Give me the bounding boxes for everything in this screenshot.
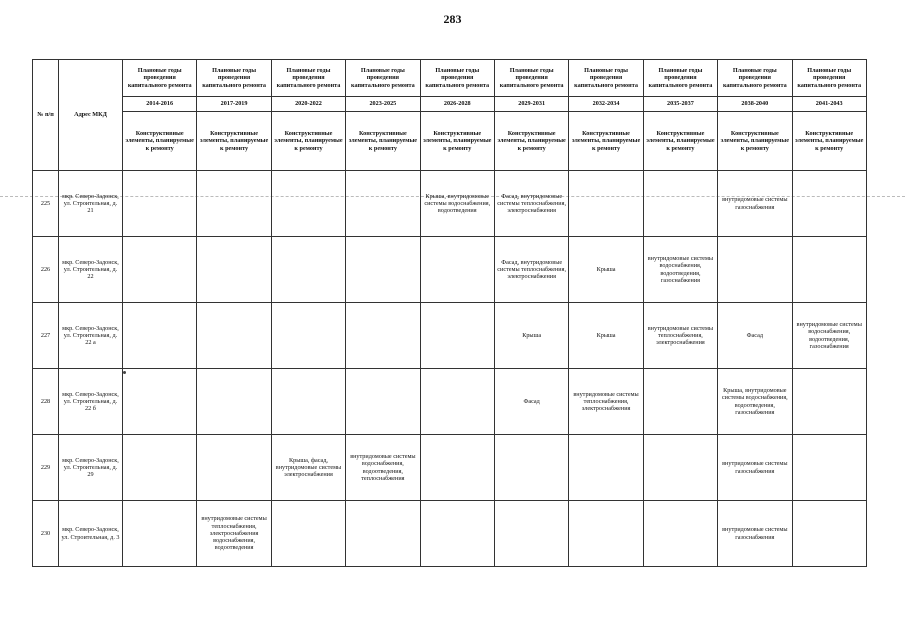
period-elements: Конструктивные элементы, планируемые к ремонту (792, 112, 866, 171)
period-title: Плановые годы проведения капитального ремонта (420, 60, 494, 97)
repair-cell (643, 435, 717, 501)
period-title: Плановые годы проведения капитального ремонта (271, 60, 345, 97)
row-number: 229 (33, 435, 59, 501)
repair-cell (271, 501, 345, 567)
period-title: Плановые годы проведения капитального ремонта (494, 60, 568, 97)
repair-cell: Крыша (569, 237, 643, 303)
repair-cell (643, 369, 717, 435)
repair-cell (346, 171, 420, 237)
period-elements: Конструктивные элементы, планируемые к ремонту (494, 112, 568, 171)
period-years: 2041-2043 (792, 97, 866, 112)
repair-cell: Крыша, фасад, внутридомовые системы электроснабжения (271, 435, 345, 501)
repair-cell (123, 237, 197, 303)
repair-cell: Крыша (569, 303, 643, 369)
period-years: 2023-2025 (346, 97, 420, 112)
repair-cell (420, 435, 494, 501)
repair-cell: внутридомовые системы газоснабжения (718, 435, 792, 501)
repair-cell: внутридомовые системы теплоснабжения, электроснабжения (643, 303, 717, 369)
repair-cell: Фасад, внутридомовые системы теплоснабжения, электроснабжения (494, 237, 568, 303)
row-number: 227 (33, 303, 59, 369)
repair-cell (569, 435, 643, 501)
repair-cell (643, 501, 717, 567)
repair-cell (123, 501, 197, 567)
repair-cell: Фасад (718, 303, 792, 369)
repair-cell (420, 501, 494, 567)
repair-cell (420, 369, 494, 435)
period-title: Плановые годы проведения капитального ремонта (643, 60, 717, 97)
period-years: 2020-2022 (271, 97, 345, 112)
period-years: 2029-2031 (494, 97, 568, 112)
period-years: 2035-2037 (643, 97, 717, 112)
row-number: 228 (33, 369, 59, 435)
table-row (33, 501, 867, 567)
repair-cell (271, 237, 345, 303)
repair-cell (197, 369, 271, 435)
table-row (33, 237, 867, 303)
col-address-header: Адрес МКД (59, 60, 123, 171)
row-number: 230 (33, 501, 59, 567)
period-elements: Конструктивные элементы, планируемые к ремонту (718, 112, 792, 171)
repair-cell (271, 369, 345, 435)
row-address: мкр. Северо-Задонск, ул. Строительная, д. 3 (59, 501, 123, 567)
period-elements: Конструктивные элементы, планируемые к ремонту (420, 112, 494, 171)
period-elements: Конструктивные элементы, планируемые к ремонту (643, 112, 717, 171)
repair-cell (197, 435, 271, 501)
row-number: 225 (33, 171, 59, 237)
period-elements: Конструктивные элементы, планируемые к ремонту (569, 112, 643, 171)
repair-cell (494, 435, 568, 501)
row-address: мкр. Северо-Задонск, ул. Строительная, д. 22 б (59, 369, 123, 435)
period-title: Плановые годы проведения капитального ремонта (718, 60, 792, 97)
repair-cell (494, 501, 568, 567)
repair-cell: Крыша (494, 303, 568, 369)
repair-cell (197, 237, 271, 303)
table-row (33, 303, 867, 369)
repair-cell (569, 171, 643, 237)
repair-cell (123, 435, 197, 501)
repair-cell: внутридомовые системы газоснабжения (718, 501, 792, 567)
table-row (33, 369, 867, 435)
table-row (33, 435, 867, 501)
repair-cell (346, 237, 420, 303)
period-title: Плановые годы проведения капитального ремонта (123, 60, 197, 97)
repair-cell (792, 237, 866, 303)
period-title: Плановые годы проведения капитального ремонта (792, 60, 866, 97)
period-title: Плановые годы проведения капитального ремонта (569, 60, 643, 97)
row-address: мкр. Северо-Задонск, ул. Строительная, д. 22 а (59, 303, 123, 369)
row-address: мкр. Северо-Задонск, ул. Строительная, д. 22 (59, 237, 123, 303)
repair-cell: Фасад (494, 369, 568, 435)
repair-cell (792, 171, 866, 237)
table-row (33, 171, 867, 237)
row-address: мкр. Северо-Задонск, ул. Строительная, д. 29 (59, 435, 123, 501)
period-title: Плановые годы проведения капитального ремонта (346, 60, 420, 97)
repair-cell (271, 303, 345, 369)
page-number: 283 (443, 12, 462, 26)
row-number: 226 (33, 237, 59, 303)
repair-cell: внутридомовые системы водоснабжения, водоотведения, газоснабжения (643, 237, 717, 303)
repair-cell (346, 369, 420, 435)
period-years: 2017-2019 (197, 97, 271, 112)
repair-cell (643, 171, 717, 237)
repair-cell (123, 369, 197, 435)
period-elements: Конструктивные элементы, планируемые к ремонту (123, 112, 197, 171)
repair-cell (271, 171, 345, 237)
repair-cell: Крыша, внутридомовые системы водоснабжения, водоотведения (420, 171, 494, 237)
period-title: Плановые годы проведения капитального ремонта (197, 60, 271, 97)
repair-cell (792, 369, 866, 435)
repair-cell (569, 501, 643, 567)
capital-repair-table (32, 59, 867, 567)
repair-cell (123, 303, 197, 369)
repair-cell (346, 303, 420, 369)
repair-cell (420, 303, 494, 369)
repair-cell (718, 237, 792, 303)
repair-cell (792, 501, 866, 567)
row-address: мкр. Северо-Задонск, ул. Строительная, д. 21 (59, 171, 123, 237)
repair-cell (197, 303, 271, 369)
repair-cell: Фасад, внутридомовые системы теплоснабжения, электроснабжения (494, 171, 568, 237)
period-elements: Конструктивные элементы, планируемые к ремонту (346, 112, 420, 171)
repair-cell: внутридомовые системы водоснабжения, водоотведения, теплоснабжения (346, 435, 420, 501)
repair-cell (420, 237, 494, 303)
repair-cell (123, 171, 197, 237)
period-years: 2026-2028 (420, 97, 494, 112)
period-elements: Конструктивные элементы, планируемые к ремонту (271, 112, 345, 171)
repair-cell (792, 435, 866, 501)
period-years: 2032-2034 (569, 97, 643, 112)
repair-cell: внутридомовые системы водоснабжения, водоотведения, газоснабжения (792, 303, 866, 369)
repair-cell: внутридомовые системы теплоснабжения, электроснабжения водоснабжения, водоотведения (197, 501, 271, 567)
period-years: 2038-2040 (718, 97, 792, 112)
repair-cell: внутридомовые системы теплоснабжения, электроснабжения (569, 369, 643, 435)
repair-cell (346, 501, 420, 567)
period-elements: Конструктивные элементы, планируемые к ремонту (197, 112, 271, 171)
col-num-header: № п/п (33, 60, 59, 171)
repair-cell: Крыша, внутридомовые системы водоснабжения, водоотведения, газоснабжения (718, 369, 792, 435)
repair-cell (197, 171, 271, 237)
repair-cell: внутридомовые системы газоснабжения (718, 171, 792, 237)
period-years: 2014-2016 (123, 97, 197, 112)
